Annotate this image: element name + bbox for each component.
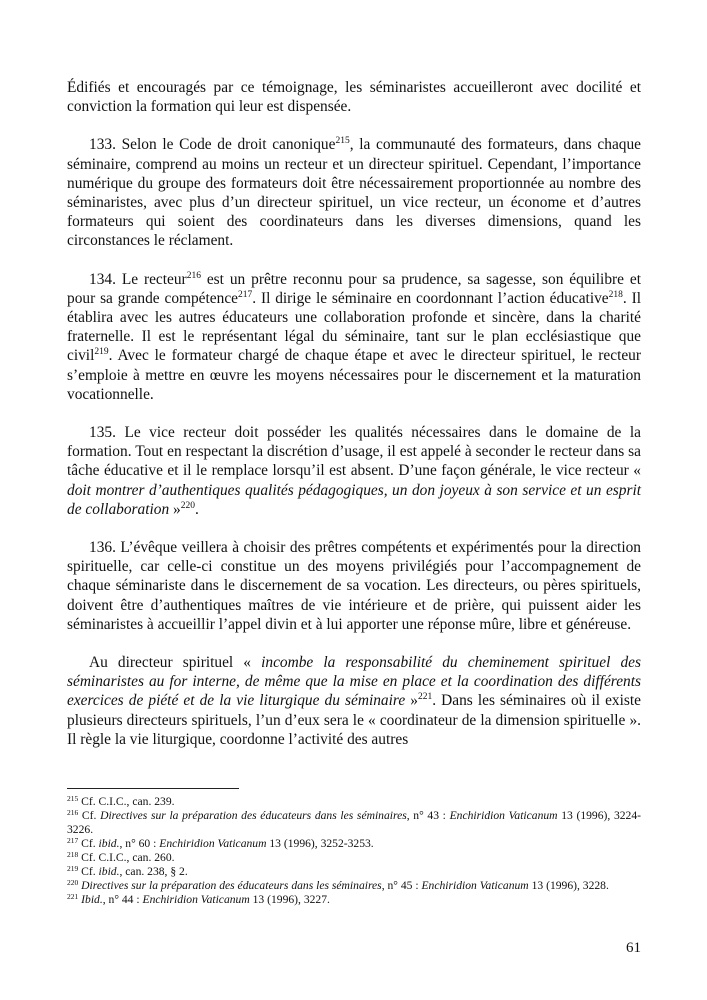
footnote-221: $^{221}$ Ibid., n° 44 : Enchiridion Vaticanum 13 (1996), 3227. (67, 892, 330, 906)
footnote-ref: 216 (186, 270, 201, 281)
paragraph-134: 134. Le recteur$^{216}$ est un prêtre reconnu pour sa prudence, sa sagesse, son équilibre et pour sa grande compétence$^{217}$. Il dirige le séminaire en coordonnant l’action éducative$^{218}$. Il établira avec les autres éducateurs une collaboration profonde et sincère, dans la charité fraternelle. Il est le représentant légal du séminaire, tant sur le plan ecclésiastique que civil$^{219}$. Avec le formateur chargé de chaque étape et avec le directeur spirituel, le recteur s’emploie à mettre en œuvre les moyens nécessaires pour le discernement et la maturation vocationnelle. (67, 270, 642, 403)
footnote-217: $^{217}$ Cf. ibid., n° 60 : Enchiridion Vaticanum 13 (1996), 3252-3253. (67, 836, 374, 850)
footnote-ref: 219 (94, 347, 109, 358)
footnote-separator (67, 788, 239, 789)
paragraph-intro: Édifiés et encouragés par ce témoignage, les séminaristes accueilleront avec docilité et conviction la formation qui leur est dispensée. (67, 79, 641, 116)
footnote-219: $^{219}$ Cf. ibid., can. 238, § 2. (67, 864, 188, 878)
footnotes (67, 795, 641, 907)
quote: incombe la responsabilité du cheminement spirituel des séminaristes au for interne, de même que la mise en place et la coordination des différents exercices de piété et de la vie liturgique du séminaire (67, 654, 641, 710)
quote: doit montrer d’authentiques qualités pédagogiques, un don joyeux à son service et un esprit de collaboration (67, 481, 641, 518)
footnote-ref: 217 (237, 289, 253, 300)
footnote-218: $^{218}$ Cf. C.I.C., can. 260. (67, 850, 175, 864)
page-body (67, 78, 641, 768)
footnote-ref: 220 (180, 500, 195, 511)
footnote-ref: 218 (608, 289, 623, 300)
paragraph-133: 133. Selon le Code de droit canonique$^{215}$, la communauté des formateurs, dans chaque séminaire, comprend au moins un recteur et un directeur spirituel. Cependant, l’importance numérique du groupe des formateurs doit être nécessairement proportionnée au nombre des séminaristes, avec plus d’un directeur spirituel, un vice recteur, un économe et d’autres formateurs qui soient des coordinateurs dans les diverses dimensions, quand les circonstances le réclament. (67, 136, 641, 250)
footnote-215: $^{215}$ Cf. C.I.C., can. 239. (67, 794, 175, 808)
footnote-220: $^{220}$ Directives sur la préparation des éducateurs dans les séminaires, n° 45 : Enchiridion Vaticanum 13 (1996), 3228. (67, 878, 609, 892)
paragraph-directeur: Au directeur spirituel « incombe la responsabilité du cheminement spirituel des séminaristes au for interne, de même que la mise en place et la coordination des différents exercices de piété et de la vie liturgique du séminaire »$^{221}$. Dans les séminaires où il existe plusieurs directeurs spirituels, l’un d’eux sera le « coordinateur de la dimension spirituelle ». Il règle la vie liturgique, coordonne l’activité des autres (67, 654, 641, 748)
footnote-ref: 215 (335, 136, 350, 147)
page-number: 61 (626, 940, 641, 956)
footnote-216: $^{216}$ Cf. Directives sur la préparation des éducateurs dans les séminaires, n° 43 : Enchiridion Vaticanum 13 (1996), 3224-3226. (67, 808, 642, 836)
paragraph-135: 135. Le vice recteur doit posséder les qualités nécessaires dans le domaine de la formation. Tout en respectant la discrétion d’usage, il est appelé à seconder le recteur dans sa tâche éducative et il le remplace lorsqu’il est absent. D’une façon générale, le vice recteur « doit montrer d’authentiques qualités pédagogiques, un don joyeux à son service et un esprit de collaboration »$^{220}$. (67, 424, 641, 518)
paragraph-136: 136. L’évêque veillera à choisir des prêtres compétents et expérimentés pour la direction spirituelle, car celle-ci constitue un des moyens privilégiés pour l’accompagnement de chaque séminariste dans le discernement de sa vocation. Les directeurs, ou pères spirituels, doivent être d’authentiques maîtres de vie intérieure et de prière, qui puissent aider les séminaristes à accueillir l’appel divin et à lui apporter une réponse mûre, libre et généreuse. (67, 539, 641, 633)
footnote-ref: 221 (417, 692, 433, 703)
